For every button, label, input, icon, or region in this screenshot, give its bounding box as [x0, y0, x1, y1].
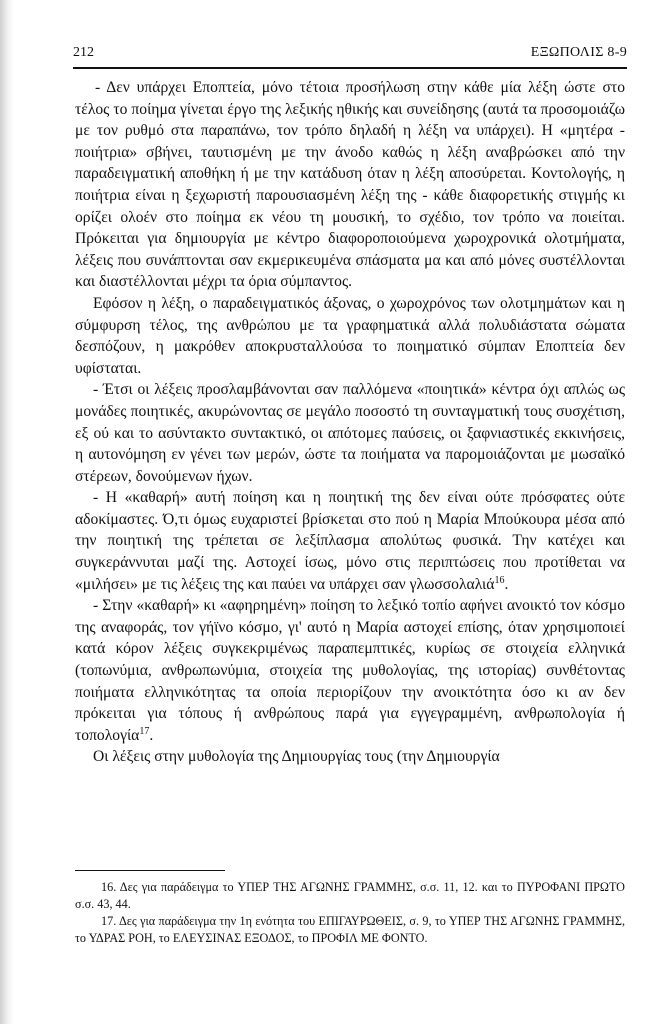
paragraph: - Δεν υπάρχει Εποπτεία, μόνο τέτοια προσήλωση στην κάθε μία λέξη ώστε στο τέλος το ποίημα γίνεται έργο της λεξικής ηθικής και συνείδησης (αυτά τα προσομοιάζω με τον ρυθμό στα παραπάνω, τον τρόπο δηλαδή η λέξη να υπάρχει). Η «μητέρα - ποιήτρια» σβήνει, ταυτισμένη με την άνοδο καθώς η λέξη αναβρώσκει από την παραδειγματική αποθήκη ή με την κατάδυση όταν η λέξη αποσύρεται. Κοντολογής, η ποιήτρια είναι η ξεχωριστή παρουσιασμένη λέξη της - κάθε διαφορετικής στιγμής κι ορίζει ολοέν στο ποίημα εκ νέου τη μουσική, το σχέδιο, τον τρόπο να ποιείται. Πρόκειται για δημιουργία με κέντρο διαφοροποιούμενα χωροχρονικά ολοτμήματα, λέξεις που συνάπτονται σαν εκμερικευμένα σπάσματα μα και από μόνες συστέλλονται και διαστέλλονται μέχρι τα όρια σύμπαντος.	[75, 79, 625, 291]
footnote-ref-16: 16	[494, 574, 505, 586]
paragraph: Εφόσον η λέξη, ο παραδειγματικός άξονας, ο χωροχρόνος των ολοτμημάτων και η σύμφυρση τέλος, της ανθρώπου με τα γραφηματικά αλλά πολυδιάστατα σώματα δεσπόζουν, η μακρόθεν αποκρυσταλλούσα το ποιηματικό σύμπαν Εποπτεία δεν υφίσταται.	[75, 294, 625, 377]
page-edge-shadow	[0, 0, 14, 1024]
paragraph: - Η «καθαρή» αυτή ποίηση και η ποιητική της δεν είναι ούτε πρόσφατες ούτε αδοκίμαστες. Ό,τι όμως ευχαριστεί βρίσκεται στο πού η Μαρία Μπούκουρα μέσα από την ποιητική της τρέπεται σε λεξίπλασμα απολύτως φυσικά. Την κατέχει και συγκεράννυται μαζί της. Αστοχεί ίσως, μόνο στις περιπτώσεις που προτίθεται να «μιλήσει» με τις λέξεις της και παύει να υπάρχει σαν γλωσσολαλιά$^{16}$.	[75, 489, 625, 593]
paragraph: - Έτσι οι λέξεις προσλαμβάνονται σαν παλλόμενα «ποιητικά» κέντρα όχι απλώς ως μονάδες ποιητικές, ακυρώνοντας σε μεγάλο ποσοστό τη συνταγματική τους συσχέτιση, εξ ού και το ασύντακτο συντακτικό, οι απότομες παύσεις, οι ξαφνιαστικές εκκινήσεις, η αυτονόμηση εν γένει των μερών, ώστε τα ποιήματα να παρομοιάζονται με μωσαϊκό στέρεων, δονούμενων ήχων.	[75, 381, 625, 485]
footnote-separator	[75, 870, 225, 871]
footnotes	[75, 879, 625, 947]
running-head: ΕΞΩΠΟΛΙΣ 8-9	[530, 45, 627, 60]
header-rule	[73, 67, 627, 69]
body-text	[75, 77, 625, 768]
paragraph: - Στην «καθαρή» κι «αφηρημένη» ποίηση το λεξικό τοπίο αφήνει ανοικτό τον κόσμο της αναφοράς, τον γήϊνο κόσμο, γι' αυτό η Μαρία αστοχεί επίσης, όταν χρησιμοποιεί κατά κόρον λέξεις συγκεκριμένως παραπεμπτικές, κυρίως σε στοιχεία ελληνικά (τοπωνύμια, ανθρωπωνύμια, στοιχεία της μυθολογίας, της ιστορίας) συνθέτοντας ποιήματα ελληνικότητας τα οποία περιορίζουν την ανοικτότητα όσο κι αν δεν πρόκειται για τόπους ή ανθρώπους παρά για εγγεγραμμένη, ανθρωπολογία ή τοπολογία$^{17}$.	[75, 597, 625, 744]
footnote: 16. Δες για παράδειγμα το ΥΠΕΡ ΤΗΣ ΑΓΩΝΗΣ ΓΡΑΜΜΗΣ, σ.σ. 11, 12. και το ΠΥΡΟΦΑΝΙ ΠΡΩΤΟ σ.σ. 43, 44.	[75, 880, 625, 911]
footnote: 17. Δες για παράδειγμα την 1η ενότητα του ΕΠΙΓΑΥΡΩΘΕΙΣ, σ. 9, το ΥΠΕΡ ΤΗΣ ΑΓΩΝΗΣ ΓΡΑΜΜΗΣ, το ΥΔΡΑΣ ΡΟΗ, το ΕΛΕΥΣΙΝΑΣ ΕΞΟΔΟΣ, το ΠΡΟΦΙΛ ΜΕ ΦΟΝΤΟ.	[75, 914, 625, 945]
page-number: 212	[73, 45, 94, 60]
footnote-ref-17: 17	[139, 725, 150, 737]
paragraph: Οι λέξεις στην μυθολογία της Δημιουργίας τους (την Δημιουργία	[93, 748, 500, 766]
